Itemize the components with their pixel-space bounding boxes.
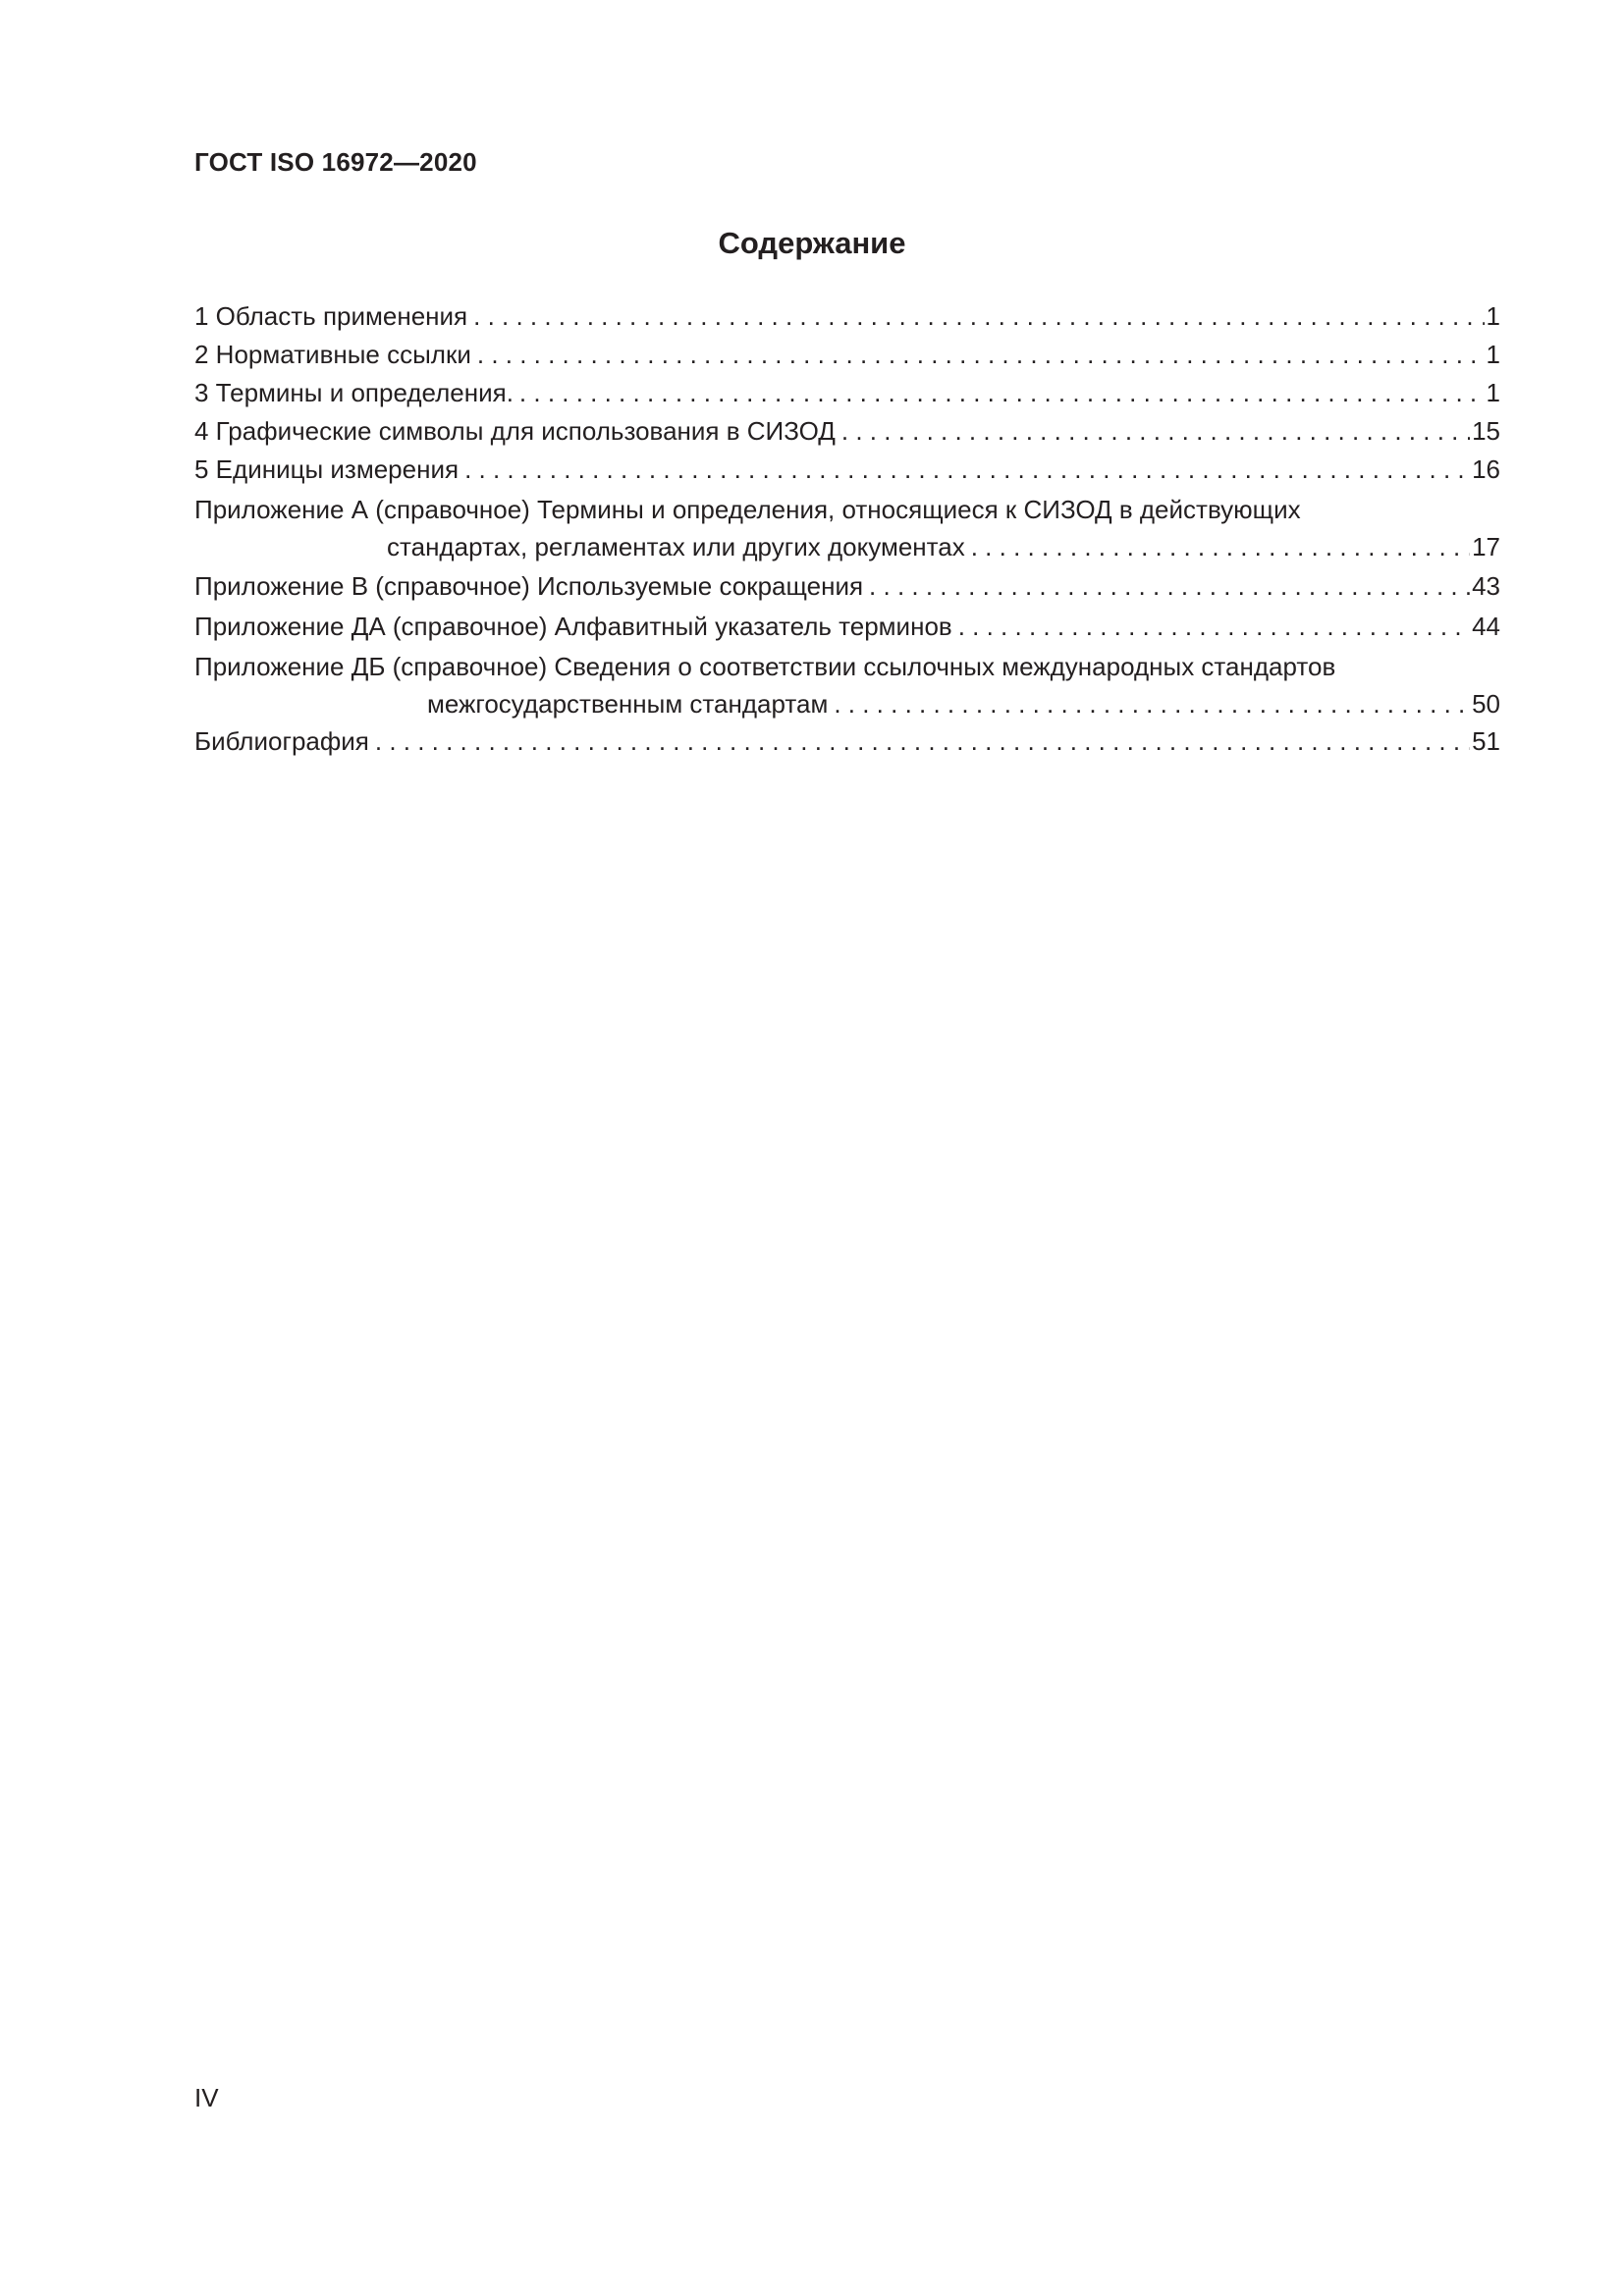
toc-entry-page: 51: [1472, 726, 1500, 756]
toc-entry-page: 16: [1472, 454, 1500, 484]
toc-entry-annex-da[interactable]: [194, 608, 1500, 646]
toc-entry-graphic-symbols[interactable]: [194, 412, 1500, 451]
toc-leader-dots: [869, 567, 1470, 606]
toc-leader-dots: [958, 608, 1470, 646]
toc-entry-page: 1: [1486, 378, 1500, 407]
toc-entry-annex-db[interactable]: [194, 648, 1500, 722]
toc-entry-page: 15: [1472, 416, 1500, 446]
toc-leader-dots: [834, 685, 1470, 722]
toc-leader-dots: [519, 374, 1485, 412]
toc-entry-text: Приложение ДБ (справочное) Сведения о соответствии ссылочных международных стандартов: [194, 652, 1336, 681]
toc-leader-dots: [464, 451, 1470, 489]
toc-leader-dots: [477, 336, 1485, 374]
document-code: ГОСТ ISO 16972—2020: [194, 147, 477, 177]
toc-entry-text: Приложение А (справочное) Термины и определения, относящиеся к СИЗОД в действующих: [194, 495, 1301, 524]
toc-entry-text: 4 Графические символы для использования в СИЗОД: [194, 416, 836, 446]
toc-entry-units[interactable]: [194, 451, 1500, 489]
toc-entry-text: Библиография: [194, 726, 369, 756]
toc-leader-dots: [375, 722, 1470, 761]
toc-entry-text: Приложение В (справочное) Используемые сокращения: [194, 571, 864, 601]
table-of-contents: [194, 297, 1500, 761]
toc-leader-dots: [841, 412, 1470, 451]
toc-entry-annex-b[interactable]: [194, 567, 1500, 606]
toc-entry-terms-definitions[interactable]: [194, 374, 1500, 412]
toc-entry-text: 1 Область применения: [194, 301, 468, 331]
toc-entry-text: 3 Термины и определения.: [194, 378, 514, 407]
toc-entry-bibliography[interactable]: [194, 722, 1500, 761]
toc-entry-text: Приложение ДА (справочное) Алфавитный указатель терминов: [194, 612, 952, 641]
toc-entry-page: 50: [1472, 689, 1500, 719]
toc-entry-page: 17: [1472, 532, 1500, 561]
toc-entry-page: 1: [1486, 340, 1500, 369]
toc-entry-normative-references[interactable]: [194, 336, 1500, 374]
toc-title: Содержание: [718, 226, 906, 260]
toc-entry-text-continued: межгосударственным стандартам: [427, 689, 829, 719]
toc-entry-text-continued: стандартах, регламентах или других документах: [387, 532, 965, 561]
toc-entry-page: 43: [1472, 571, 1500, 601]
page-number: IV: [194, 2083, 219, 2112]
toc-entry-text: 5 Единицы измерения: [194, 454, 460, 484]
toc-entry-page: 44: [1472, 612, 1500, 641]
toc-entry-text: 2 Нормативные ссылки: [194, 340, 471, 369]
toc-entry-page: 1: [1486, 301, 1500, 331]
toc-entry-scope[interactable]: [194, 297, 1500, 336]
toc-leader-dots: [971, 528, 1470, 565]
toc-leader-dots: [473, 297, 1484, 336]
toc-entry-annex-a[interactable]: [194, 491, 1500, 565]
